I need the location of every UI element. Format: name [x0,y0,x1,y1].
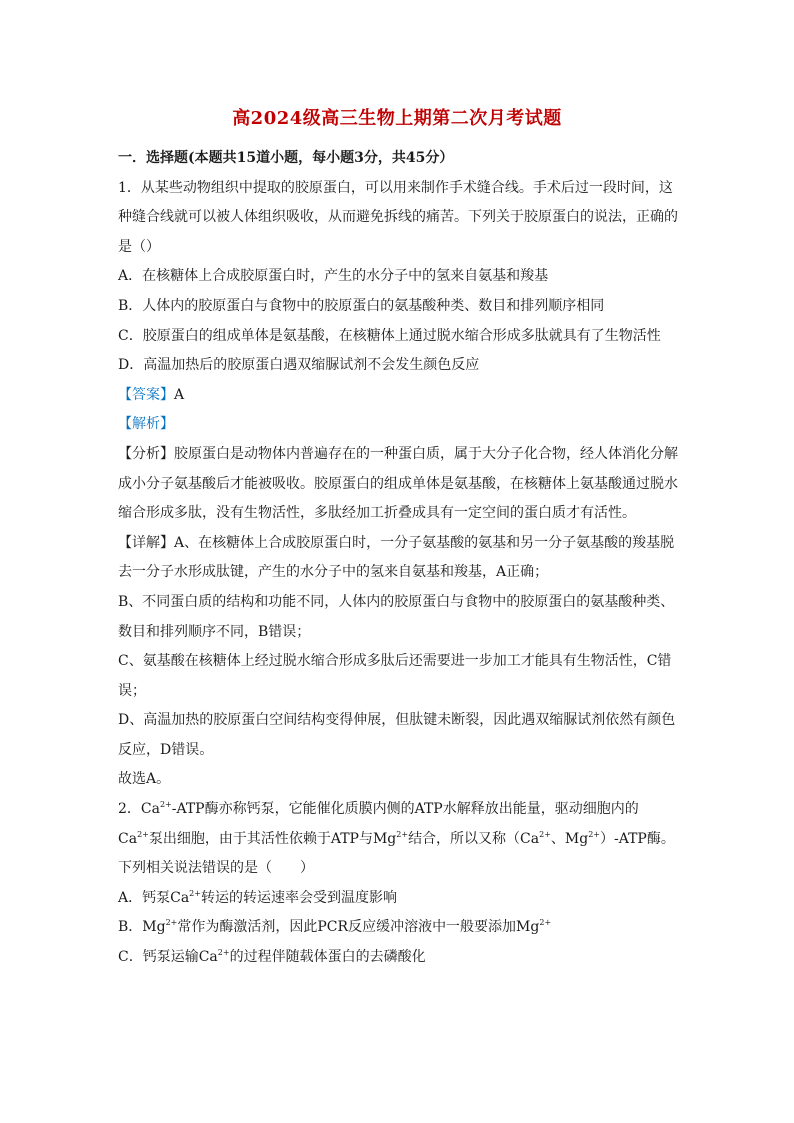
q2-sup-3: 2+ [396,829,409,839]
q2-text-1: 2．Ca [118,801,160,818]
q2-text-3: 泵出细胞，由于其活性依赖于ATP与Mg [148,830,397,847]
question-1-option-c: C．胶原蛋白的组成单体是氨基酸，在核糖体上通过脱水缩合形成多肽就具有了生物活性 [118,327,661,344]
q2-oa-sup: 2+ [189,888,201,898]
q2-oc-text-1: C．钙泵运输Ca [118,949,218,966]
q2-oc-sup: 2+ [217,948,230,958]
q2-sup-2: 2+ [137,829,149,839]
conclusion: 故选A。 [118,771,171,788]
q2-oc-text-2: 的过程伴随载体蛋白的去磷酸化 [229,949,426,966]
answer-line [118,381,678,411]
q2-text-2: -ATP酶亦称钙泵，它能催化质膜内侧的ATP水解释放出能量，驱动细胞内的Ca [118,801,639,847]
q2-ob-text-1: B．Mg [118,919,166,936]
q2-text-6: ）-ATP酶。下列相关说法错误的是（ ） [118,830,675,877]
fenxi-tag: 【分析】 [118,445,174,462]
fenxi-paragraph [118,440,678,529]
answer-value: A [174,386,185,403]
question-1-option-d: D．高温加热后的胶原蛋白遇双缩脲试剂不会发生颜色反应 [118,357,480,374]
q2-oa-text-2: 转运的转运速率会受到温度影响 [200,889,397,906]
q2-sup-5: 2+ [588,829,601,839]
answer-tag: 【答案】 [118,386,174,403]
question-2-stem [118,795,678,884]
xiangjie-tag: 【详解】 [118,534,174,551]
q2-ob-sup-1: 2+ [165,918,178,928]
question-1-option-b: B．人体内的胶原蛋白与食物中的胶原蛋白的氨基酸种类、数目和排列顺序相同 [118,297,605,314]
section-heading: 一．选择题(本题共15道小题，每小题3分，共45分） [118,150,454,166]
xiangjie-a-text: A、在核糖体上合成胶原蛋白时，一分子氨基酸的氨基和另一分子氨基酸的羧基脱去一分子水形成肽键，产生的水分子中的氢来自氨基和羧基，A正确； [118,534,675,581]
q2-oa-text-1: A．钙泵Ca [118,889,190,906]
q2-sup-4: 2+ [539,829,551,839]
question-1-stem: 1．从某些动物组织中提取的胶原蛋白，可以用来制作手术缝合线。手术后过一段时间，这种缝合线就可以被人体组织吸收，从而避免拆线的痛苦。下列关于胶原蛋白的说法，正确的是（） [118,179,678,255]
q2-ob-text-2: 常作为酶激活剂，因此PCR反应缓冲溶液中一般要添加Mg [177,919,540,936]
analysis-tag: 【解析】 [118,416,174,433]
xiangjie-c: C、氨基酸在核糖体上经过脱水缩合形成多肽后还需要进一步加工才能具有生物活性，C错误； [118,653,672,699]
q2-text-4: 结合，所以又称（Ca [408,830,540,847]
question-2-option-b [118,913,678,943]
document-body [118,144,678,973]
q2-ob-sup-2: 2+ [539,918,552,928]
xiangjie-a [118,529,678,588]
fenxi-text: 胶原蛋白是动物体内普遍存在的一种蛋白质，属于大分子化合物，经人体消化分解成小分子氨基酸后才能被吸收。胶原蛋白的组成单体是氨基酸，在核糖体上氨基酸通过脱水缩合形成多肽，没有生物活性，多肽经加工折叠成具有一定空间的蛋白质才有活性。 [118,445,678,522]
question-2-option-a [118,884,678,914]
xiangjie-d: D、高温加热的胶原蛋白空间结构变得伸展，但肽键未断裂，因此遇双缩脲试剂依然有颜色反应，D错误。 [118,712,676,758]
q2-sup-1: 2+ [159,800,172,810]
q2-text-5: 、Mg [550,830,589,847]
page-title: 高2024级高三生物上期第二次月考试题 [232,108,562,129]
question-2-option-c [118,943,678,973]
xiangjie-b: B、不同蛋白质的结构和功能不同，人体内的胶原蛋白与食物中的胶原蛋白的氨基酸种类、数目和排列顺序不同，B错误； [118,593,675,640]
question-1-option-a: A．在核糖体上合成胶原蛋白时，产生的水分子中的氢来自氨基和羧基 [118,268,549,285]
